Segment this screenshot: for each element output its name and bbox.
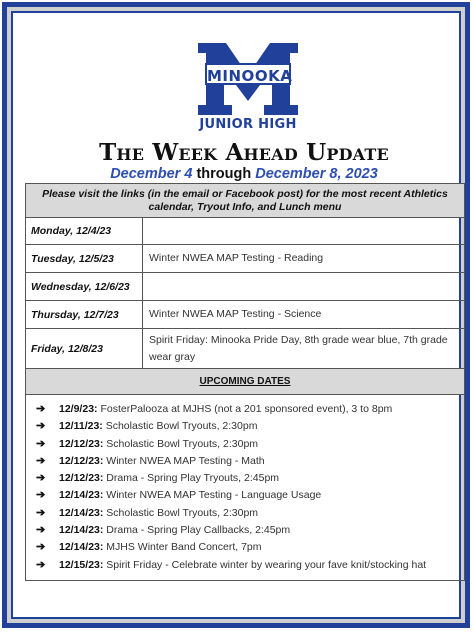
week-day: Friday, 12/8/23 <box>26 329 143 368</box>
week-event: Winter NWEA MAP Testing - Reading <box>149 252 324 264</box>
page-border <box>2 2 470 628</box>
week-day: Wednesday, 12/6/23 <box>26 273 143 300</box>
date-range <box>13 166 474 182</box>
upcoming-item <box>26 401 464 418</box>
upcoming-date: 12/14/23: <box>59 541 104 554</box>
upcoming-header: UPCOMING DATES <box>26 369 464 395</box>
upcoming-date: 12/9/23: <box>59 403 98 415</box>
school-logo <box>194 39 302 135</box>
upcoming-item <box>26 557 464 574</box>
upcoming-text: Drama - Spring Play Tryouts, 2:45pm <box>106 472 280 485</box>
upcoming-text: FosterPalooza at MJHS (not a 201 sponsored event), 3 to 8pm <box>100 403 393 415</box>
upcoming-text: Scholastic Bowl Tryouts, 2:30pm <box>105 420 258 433</box>
upcoming-text: Scholastic Bowl Tryouts, 2:30pm <box>106 437 259 450</box>
upcoming-date: 12/15/23: <box>59 558 104 571</box>
upcoming-item <box>26 453 464 470</box>
arrow-icon: ➔ <box>36 472 46 485</box>
week-row <box>26 329 464 369</box>
date-range-through: through <box>196 166 252 182</box>
week-table <box>25 183 465 581</box>
upcoming-item <box>26 539 464 556</box>
links-notice: Please visit the links (in the email or Facebook post) for the most recent Athletics calendar, Tryout Info, and Lunch menu <box>26 184 464 218</box>
upcoming-text: Winter NWEA MAP Testing - Language Usage <box>106 489 322 502</box>
week-event: Winter NWEA MAP Testing - Science <box>149 308 322 320</box>
page-title: The Week Ahead Update <box>99 139 389 166</box>
upcoming-text: Drama - Spring Play Callbacks, 2:45pm <box>106 524 291 537</box>
page-border-gray <box>7 7 465 623</box>
upcoming-date: 12/14/23: <box>59 524 104 537</box>
upcoming-item <box>26 522 464 539</box>
upcoming-text: MJHS Winter Band Concert, 7pm <box>106 541 262 554</box>
week-event <box>143 273 464 300</box>
upcoming-item <box>26 418 464 435</box>
date-range-end: December 8, 2023 <box>255 166 378 182</box>
arrow-icon: ➔ <box>36 524 46 537</box>
newsletter-page <box>13 13 459 617</box>
date-range-start: December 4 <box>110 166 193 182</box>
arrow-icon: ➔ <box>36 506 46 519</box>
upcoming-date: 12/12/23: <box>59 454 104 467</box>
upcoming-date: 12/11/23: <box>59 420 103 433</box>
upcoming-item <box>26 505 464 522</box>
logo-name: MINOOKA <box>205 63 291 85</box>
upcoming-date: 12/14/23: <box>59 489 104 502</box>
arrow-icon: ➔ <box>36 420 46 433</box>
week-row <box>26 245 464 273</box>
week-day: Thursday, 12/7/23 <box>26 301 143 328</box>
upcoming-date: 12/12/23: <box>59 472 104 485</box>
upcoming-text: Scholastic Bowl Tryouts, 2:30pm <box>106 506 259 519</box>
upcoming-item <box>26 470 464 487</box>
week-day: Monday, 12/4/23 <box>26 218 143 244</box>
week-day: Tuesday, 12/5/23 <box>26 245 143 272</box>
arrow-icon: ➔ <box>36 541 46 554</box>
arrow-icon: ➔ <box>36 454 46 467</box>
arrow-icon: ➔ <box>36 437 46 450</box>
week-row <box>26 273 464 301</box>
upcoming-item <box>26 436 464 453</box>
week-row <box>26 301 464 329</box>
arrow-icon: ➔ <box>36 403 46 415</box>
arrow-icon: ➔ <box>36 558 46 571</box>
page-border-inner <box>11 11 461 619</box>
upcoming-date: 12/14/23: <box>59 506 104 519</box>
arrow-icon: ➔ <box>36 489 46 502</box>
week-event: Spirit Friday: Minooka Pride Day, 8th grade wear blue, 7th grade wear gray <box>149 333 448 363</box>
upcoming-text: Spirit Friday - Celebrate winter by wearing your fave knit/stocking hat <box>106 558 427 571</box>
upcoming-item <box>26 487 464 504</box>
week-row <box>26 218 464 245</box>
upcoming-list <box>26 395 464 580</box>
logo-subtitle: JUNIOR HIGH <box>199 117 297 132</box>
upcoming-date: 12/12/23: <box>59 437 104 450</box>
upcoming-text: Winter NWEA MAP Testing - Math <box>106 454 265 467</box>
week-event <box>143 218 464 244</box>
